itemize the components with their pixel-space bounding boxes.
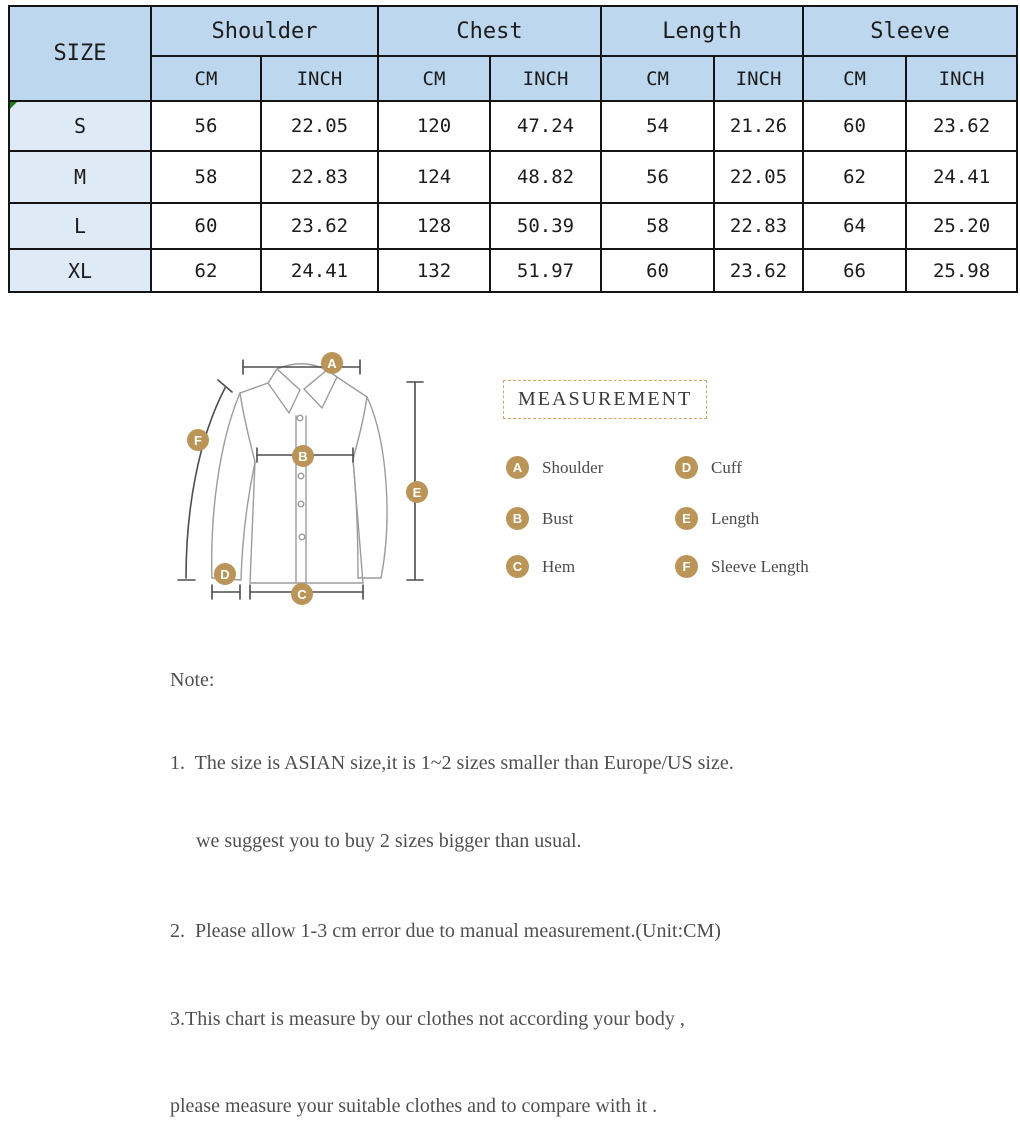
- legend-badge-b: B: [506, 507, 529, 530]
- cell-l-chest-inch: 50.39: [490, 203, 601, 249]
- legend-label-hem: Hem: [542, 556, 576, 576]
- cell-l-chest-cm: 128: [378, 203, 490, 249]
- cell-xl-length-inch: 23.62: [714, 249, 803, 292]
- cell-l-length-inch: 22.83: [714, 203, 803, 249]
- measure-line-length-e: [407, 382, 423, 580]
- marker-d-badge: [214, 563, 236, 585]
- group-header-shoulder: Shoulder: [151, 6, 378, 56]
- cell-l-sleeve-cm: 64: [803, 203, 906, 249]
- marker-a-badge: [321, 352, 343, 374]
- legend-badge-c: C: [506, 555, 529, 578]
- legend-label-cuff: Cuff: [711, 457, 742, 477]
- size-label-text: S: [73, 114, 87, 138]
- measure-line-sleeve-f: [178, 380, 232, 580]
- cell-xl-shoulder-cm: 62: [151, 249, 261, 292]
- size-label-m: M: [9, 151, 151, 203]
- note-line-3: 3.This chart is measure by our clothes not according your body ,: [170, 1008, 685, 1030]
- cell-m-chest-cm: 124: [378, 151, 490, 203]
- note-line-1-continued: we suggest you to buy 2 sizes bigger than usual.: [196, 830, 582, 852]
- legend-label-length: Length: [711, 508, 760, 528]
- legend-item-sleeve-length: [675, 555, 809, 578]
- marker-c-letter: C: [297, 587, 307, 602]
- cell-s-chest-inch: 47.24: [490, 101, 601, 151]
- legend-badge-a: A: [506, 456, 529, 479]
- size-label-s: [9, 101, 151, 151]
- cell-l-sleeve-inch: 25.20: [906, 203, 1017, 249]
- cell-xl-chest-cm: 132: [378, 249, 490, 292]
- unit-header-shoulder-inch: INCH: [261, 56, 378, 101]
- unit-header-length-inch: INCH: [714, 56, 803, 101]
- legend-item-cuff: [675, 456, 742, 479]
- marker-b-badge: [292, 445, 314, 467]
- size-table: [8, 5, 1018, 293]
- cell-m-chest-inch: 48.82: [490, 151, 601, 203]
- cell-s-length-inch: 21.26: [714, 101, 803, 151]
- marker-f-badge: [187, 429, 209, 451]
- group-header-sleeve: Sleeve: [803, 6, 1017, 56]
- cell-m-sleeve-cm: 62: [803, 151, 906, 203]
- legend-item-shoulder: [506, 456, 603, 479]
- legend-label-bust: Bust: [542, 508, 574, 528]
- cell-s-chest-cm: 120: [378, 101, 490, 151]
- legend-badge-f: F: [675, 555, 698, 578]
- table-row-m: [9, 151, 1017, 203]
- excel-error-indicator: [10, 102, 17, 109]
- table-row-l: [9, 203, 1017, 249]
- size-column-header: SIZE: [9, 6, 151, 101]
- unit-header-length-cm: CM: [601, 56, 714, 101]
- cell-xl-shoulder-inch: 24.41: [261, 249, 378, 292]
- cell-xl-length-cm: 60: [601, 249, 714, 292]
- cell-m-length-cm: 56: [601, 151, 714, 203]
- cell-xl-chest-inch: 51.97: [490, 249, 601, 292]
- cell-m-sleeve-inch: 24.41: [906, 151, 1017, 203]
- cell-l-shoulder-cm: 60: [151, 203, 261, 249]
- legend-item-length: [675, 507, 759, 530]
- shirt-outline-drawing: [212, 364, 387, 583]
- measure-line-cuff-d: [212, 585, 240, 599]
- cell-l-length-cm: 58: [601, 203, 714, 249]
- group-header-length: Length: [601, 6, 803, 56]
- cell-m-length-inch: 22.05: [714, 151, 803, 203]
- cell-s-shoulder-cm: 56: [151, 101, 261, 151]
- cell-xl-sleeve-cm: 66: [803, 249, 906, 292]
- unit-header-chest-cm: CM: [378, 56, 490, 101]
- cell-xl-sleeve-inch: 25.98: [906, 249, 1017, 292]
- cell-s-sleeve-cm: 60: [803, 101, 906, 151]
- legend-label-sleeve-length: Sleeve Length: [711, 556, 809, 576]
- note-line-1: 1. The size is ASIAN size,it is 1~2 sizes smaller than Europe/US size.: [170, 752, 734, 774]
- legend-label-shoulder: Shoulder: [542, 457, 604, 477]
- marker-d-letter: D: [220, 567, 230, 582]
- notes-title: Note:: [170, 669, 215, 691]
- marker-b-letter: B: [298, 449, 308, 464]
- marker-c-badge: [291, 583, 313, 605]
- unit-header-sleeve-inch: INCH: [906, 56, 1017, 101]
- cell-m-shoulder-inch: 22.83: [261, 151, 378, 203]
- cell-l-shoulder-inch: 23.62: [261, 203, 378, 249]
- shirt-measurement-diagram: [150, 330, 440, 620]
- cell-m-shoulder-cm: 58: [151, 151, 261, 203]
- size-label-l: L: [9, 203, 151, 249]
- unit-header-shoulder-cm: CM: [151, 56, 261, 101]
- cell-s-shoulder-inch: 22.05: [261, 101, 378, 151]
- legend-item-hem: [506, 555, 575, 578]
- legend-badge-e: E: [675, 507, 698, 530]
- table-row-s: [9, 101, 1017, 151]
- marker-e-letter: E: [412, 485, 422, 500]
- marker-e-badge: [406, 481, 428, 503]
- table-row-xl: [9, 249, 1017, 292]
- legend-badge-d: D: [675, 456, 698, 479]
- cell-s-sleeve-inch: 23.62: [906, 101, 1017, 151]
- cell-s-length-cm: 54: [601, 101, 714, 151]
- unit-header-chest-inch: INCH: [490, 56, 601, 101]
- legend-item-bust: [506, 507, 573, 530]
- note-line-2: 2. Please allow 1-3 cm error due to manual measurement.(Unit:CM): [170, 920, 721, 942]
- notes-section: [170, 615, 890, 1145]
- marker-f-letter: F: [194, 433, 202, 448]
- note-line-3-continued: please measure your suitable clothes and to compare with it .: [170, 1095, 658, 1117]
- size-label-xl: XL: [9, 249, 151, 292]
- group-header-chest: Chest: [378, 6, 601, 56]
- marker-a-letter: A: [327, 356, 337, 371]
- unit-header-sleeve-cm: CM: [803, 56, 906, 101]
- measurement-title: MEASUREMENT: [503, 380, 707, 419]
- size-chart-table: [8, 5, 1018, 293]
